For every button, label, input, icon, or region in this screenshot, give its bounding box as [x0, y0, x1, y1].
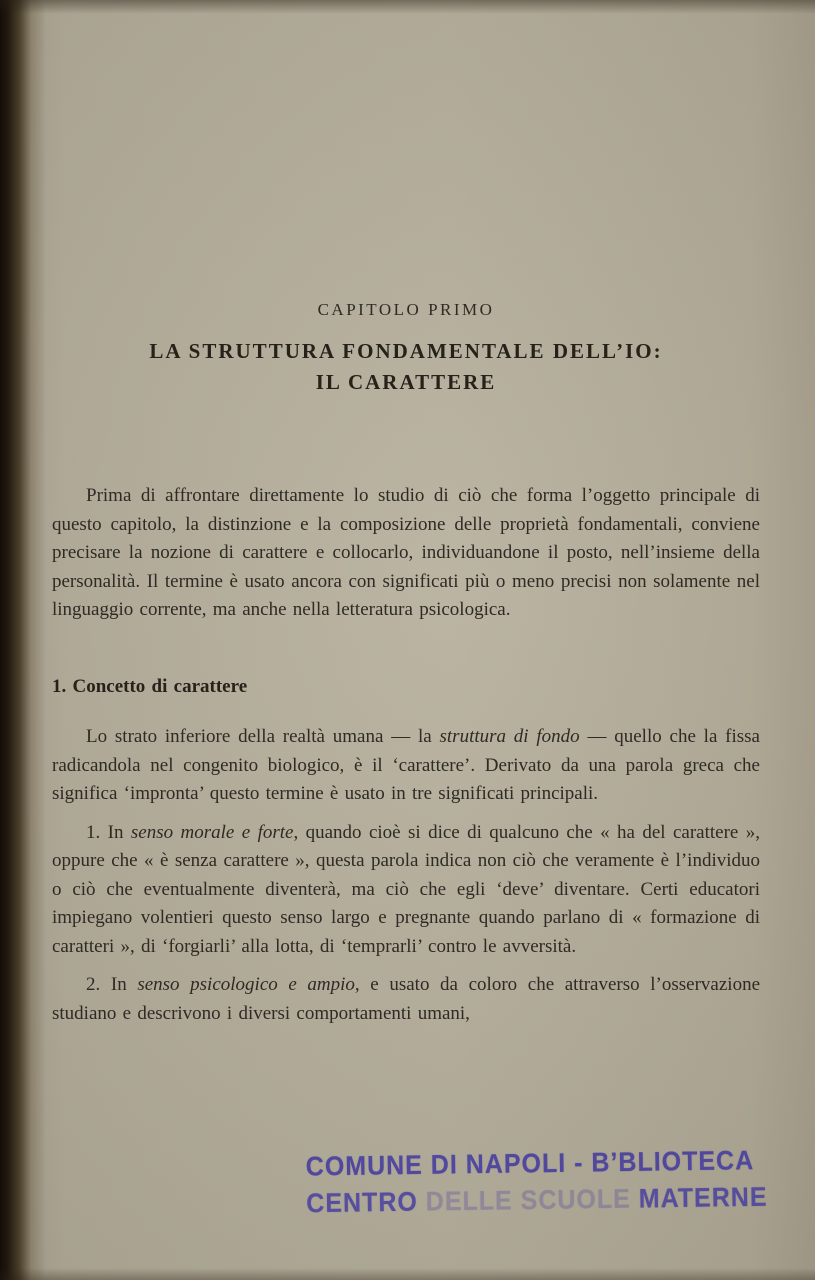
paragraph-concept: Lo strato inferiore della realtà umana — la struttura di fondo — quello che la fissa radicandola nel congenito biologico, è il ‘carattere’. Derivato da una parola greca che significa ‘impronta’ questo termine è usato in tre significati principali.	[52, 726, 760, 804]
body-text	[52, 482, 760, 1028]
chapter-label: CAPITOLO PRIMO	[317, 300, 495, 319]
stamp-line-2-start: CENTRO	[306, 1186, 426, 1219]
page-bottom-shadow	[0, 1268, 815, 1280]
chapter-title-line-2: IL CARATTERE	[315, 370, 497, 394]
text-column	[52, 300, 760, 1038]
stamp-line-2-end: MATERNE	[638, 1182, 768, 1215]
library-stamp	[306, 1142, 767, 1222]
page-top-shadow	[0, 0, 815, 14]
stamp-line-2-faded: DELLE SCUOLE	[425, 1183, 639, 1218]
paragraph-sense-moral: 1. In senso morale e forte, quando cioè si dice di qualcuno che « ha del carattere », oppure che « è senza carattere », questa parola indica non ciò che veramente è l’individuo o ciò che eventualmente diventerà, ma ciò che egli ‘deve’ diventare. Certi educatori impiegano volentieri questo senso largo e pregnante quando parlano di « formazione di caratteri », di ‘forgiarli’ alla lotta, di ‘temprarli’ contro le avversità.	[52, 821, 760, 957]
chapter-title	[52, 336, 760, 398]
paragraph-sense-psychological: 2. In senso psicologico e ampio, e usato da coloro che attraverso l’osservazione studiano e descrivono i diversi comportamenti umani,	[52, 974, 760, 1024]
section-heading: 1. Concetto di carattere	[52, 675, 248, 697]
stamp-line-2	[306, 1179, 766, 1222]
paragraph-intro: Prima di affrontare direttamente lo studio di ciò che forma l’oggetto principale di questo capitolo, la distinzione e la composizione delle proprietà fondamentali, conviene precisare la nozione di carattere e collocarlo, individuandone il posto, nell’insieme della personalità. Il termine è usato ancora con significati più o meno precisi non solamente nel linguaggio corrente, ma anche nella letteratura psicologica.	[52, 485, 760, 620]
chapter-title-line-1: LA STRUTTURA FONDAMENTALE DELL’IO:	[149, 339, 663, 363]
book-binding-edge	[0, 0, 46, 1280]
stamp-line-1: COMUNE DI NAPOLI - B’BLIOTECA	[305, 1145, 755, 1182]
